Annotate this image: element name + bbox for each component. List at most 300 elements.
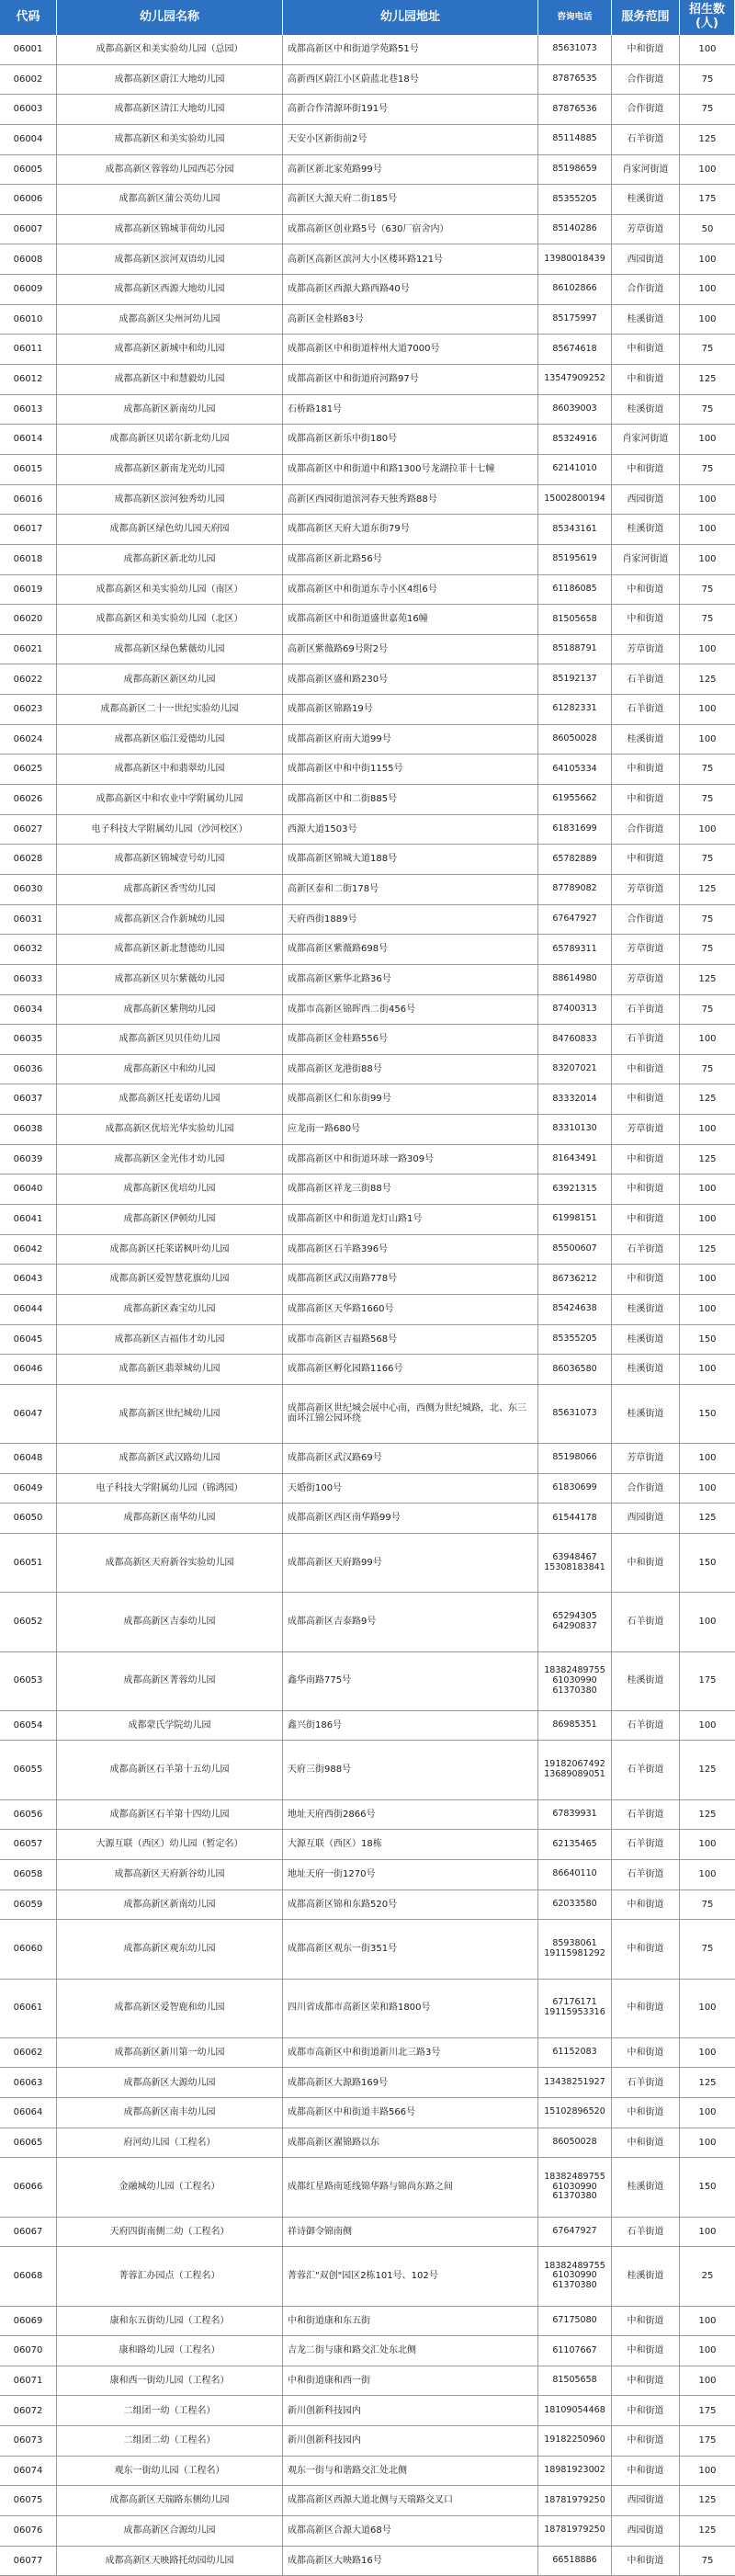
table-cell-code: 06041 [0,1205,57,1234]
table-cell-address: 成都市高新区吉福路568号 [283,1325,538,1355]
table-cell-quota: 100 [698,2375,717,2386]
table-cell-name: 成都高新区中和幼儿园 [57,1055,283,1084]
table-cell-code: 06069 [0,2307,57,2336]
table-cell-quota: 75 [701,764,714,775]
table-cell-address: 祥诗御令锦南侧 [283,2218,538,2247]
table-cell-address: 吉龙二街与康和路交汇处东北侧 [283,2336,538,2366]
table-row [0,1980,735,2038]
table-cell-code: 06006 [0,185,57,214]
table-cell-scope: 中和街道 [612,755,680,784]
table-cell-quota: 150 [698,1408,717,1419]
table-row [0,845,735,875]
table-row [0,545,735,575]
table-row [0,2366,735,2397]
table-cell-phone: 18781979250 [538,2516,612,2546]
table-row [0,1385,735,1444]
table-cell-quota: 100 [698,2003,717,2014]
table-cell-address: 天安小区新街前2号 [283,125,538,154]
table-cell-name: 成都高新区石羊第十五幼儿园 [57,1741,283,1799]
table-cell-phone: 18109054468 [538,2396,612,2425]
table-cell-phone: 66518886 [538,2547,612,2576]
table-cell-scope: 桂溪街道 [612,1325,680,1355]
table-cell-name: 成都高新区西源大地幼儿园 [57,275,283,304]
table-cell-address: 成都高新区锦路19号 [283,695,538,724]
table-cell-name: 成都高新区爱智慧花旗幼儿园 [57,1265,283,1294]
table-cell-name: 成都高新区和美实验幼儿园（南区） [57,575,283,605]
table-cell-address: 高新区大源天府二街185号 [283,185,538,214]
table-cell-quota: 100 [698,2107,717,2118]
table-cell-address: 成都高新区西源大道北侧与天瑞路交叉口 [283,2486,538,2515]
table-cell-quota: 75 [701,2555,714,2566]
table-cell-quota: 125 [698,1513,717,1524]
table-cell-code: 06076 [0,2516,57,2546]
table-row [0,244,735,275]
table-cell-code: 06036 [0,1055,57,1084]
table-cell-code: 06009 [0,275,57,304]
table-cell-phone: 15002800194 [538,485,612,515]
table-cell-scope: 石羊街道 [612,695,680,724]
table-row [0,1711,735,1742]
table-cell-scope: 桂溪街道 [612,1295,680,1324]
table-cell-name: 成都高新区吉福伟才幼儿园 [57,1325,283,1355]
table-cell-code: 06030 [0,875,57,904]
table-cell-name: 成都高新区贝尔紫薇幼儿园 [57,965,283,994]
table-row [0,1355,735,1385]
table-cell-name: 成都高新区天府新谷实验幼儿园 [57,1534,283,1592]
table-cell-quota: 75 [701,614,714,625]
table-cell-phone: 15102896520 [538,2098,612,2128]
table-cell-address: 成都高新区西区南华路99号 [283,1504,538,1533]
table-cell-address: 成都高新区创业路5号（630厂宿舍内） [283,215,538,244]
table-cell-scope: 中和街道 [612,455,680,484]
table-cell-scope: 中和街道 [612,2098,680,2128]
table-cell-scope: 西园街道 [612,1504,680,1533]
table-cell-phone: 61282331 [538,695,612,724]
table-row [0,185,735,215]
table-cell-phone: 85195619 [538,545,612,574]
table-cell-address: 成都高新区武汉路69号 [283,1444,538,1473]
table-cell-scope: 石羊街道 [612,1025,680,1054]
table-cell-address: 成都高新区中和街道东寺小区4组6号 [283,575,538,605]
table-row [0,2336,735,2366]
table-cell-address: 成都高新区紫华北路36号 [283,965,538,994]
table-cell-scope: 桂溪街道 [612,2158,680,2216]
table-row [0,875,735,905]
table-cell-scope: 肖家河街道 [612,425,680,454]
table-cell-code: 06047 [0,1385,57,1443]
table-cell-quota: 100 [698,2345,717,2356]
table-cell-quota: 100 [698,284,717,295]
table-row [0,2516,735,2547]
table-cell-name: 成都高新区和美实验幼儿园（北区） [57,605,283,634]
table-cell-phone: 85343161 [538,515,612,544]
table-row [0,815,735,845]
table-row [0,664,735,695]
table-cell-phone: 87876535 [538,65,612,95]
table-cell-name: 成都高新区森宝幼儿园 [57,1295,283,1324]
table-cell-name: 成都高新区托麦诺幼儿园 [57,1084,283,1114]
table-cell-code: 06031 [0,905,57,935]
table-cell-scope: 合作街道 [612,815,680,845]
table-row [0,2486,735,2516]
table-cell-phone: 61544178 [538,1504,612,1533]
table-cell-code: 06037 [0,1084,57,1114]
table-cell-quota: 100 [698,494,717,505]
table-cell-quota: 175 [698,2435,717,2446]
table-cell-code: 06057 [0,1830,57,1859]
table-cell-phone: 67647927 [538,2218,612,2247]
table-cell-quota: 150 [698,1557,717,1568]
table-cell-name: 成都高新区吉泰幼儿园 [57,1593,283,1651]
table-cell-scope: 芳草街道 [612,1115,680,1144]
table-row [0,1593,735,1651]
table-cell-phone: 85324916 [538,425,612,454]
table-cell-address: 成都高新区中和二街885号 [283,785,538,814]
table-cell-scope: 桂溪街道 [612,515,680,544]
table-cell-scope: 中和街道 [612,35,680,64]
table-cell-phone: 81505658 [538,2366,612,2396]
table-cell-phone: 13438251927 [538,2068,612,2097]
table-cell-scope: 中和街道 [612,2128,680,2158]
table-cell-phone: 81643491 [538,1145,612,1175]
table-cell-quota: 100 [698,2226,717,2237]
table-cell-scope: 桂溪街道 [612,1652,680,1710]
table-cell-code: 06032 [0,935,57,964]
table-cell-phone: 87400313 [538,995,612,1025]
table-row [0,1474,735,1504]
table-cell-quota: 100 [698,1617,717,1628]
table-cell-code: 06048 [0,1444,57,1473]
table-cell-phone: 84760833 [538,1025,612,1054]
table-cell-name: 成都高新区优培幼儿园 [57,1175,283,1204]
table-cell-quota: 75 [701,794,714,805]
table-cell-code: 06055 [0,1741,57,1799]
table-cell-quota: 150 [698,2182,717,2193]
table-cell-name: 成都高新区贝贝佳幼儿园 [57,1025,283,1054]
table-cell-code: 06001 [0,35,57,64]
table-row [0,1175,735,1205]
table-cell-code: 06025 [0,755,57,784]
table-cell-address: 高新区泰和二街178号 [283,875,538,904]
table-row [0,755,735,785]
table-cell-code: 06008 [0,244,57,274]
table-cell-quota: 100 [698,823,717,834]
table-cell-code: 06058 [0,1860,57,1889]
table-cell-code: 06011 [0,335,57,364]
table-cell-scope: 芳草街道 [612,935,680,964]
table-cell-phone: 88614980 [538,965,612,994]
table-cell-scope: 西园街道 [612,2516,680,2546]
table-cell-code: 06071 [0,2366,57,2396]
table-cell-name: 金融城幼儿园（工程名） [57,2158,283,2216]
table-cell-quota: 75 [701,854,714,865]
table-cell-phone: 81505658 [538,605,612,634]
table-cell-code: 06073 [0,2426,57,2456]
table-cell-address: 高新区紫薇路69号附2号 [283,635,538,664]
table-cell-address: 成都高新区中和街道环球一路309号 [283,1145,538,1175]
table-cell-address: 高新西区蔚江小区蔚蓝北巷18号 [283,65,538,95]
table-cell-phone: 83207021 [538,1055,612,1084]
table-cell-name: 成都高新区天府新谷幼儿园 [57,1860,283,1889]
table-cell-quota: 175 [698,1675,717,1686]
table-cell-code: 06043 [0,1265,57,1294]
table-cell-phone: 18781979250 [538,2486,612,2515]
table-cell-address: 新川创新科技园内 [283,2426,538,2456]
table-row [0,215,735,245]
table-cell-address: 石桥路181号 [283,395,538,425]
table-cell-scope: 石羊街道 [612,2068,680,2097]
table-cell-name: 成都高新区合作新城幼儿园 [57,905,283,935]
table-row [0,965,735,995]
table-cell-scope: 中和街道 [612,2307,680,2336]
table-cell-phone: 61998151 [538,1205,612,1234]
table-cell-scope: 合作街道 [612,275,680,304]
table-cell-code: 06007 [0,215,57,244]
table-cell-phone: 63948467 15308183841 [538,1534,612,1592]
table-cell-name: 成都高新区中和农业中学附属幼儿园 [57,785,283,814]
table-row [0,95,735,125]
table-cell-name: 成都高新区新区幼儿园 [57,664,283,694]
table-row [0,635,735,665]
table-row [0,1534,735,1593]
table-row [0,455,735,485]
table-cell-address: 菁蓉汇"双创"园区2栋101号、102号 [283,2247,538,2305]
table-cell-quota: 100 [698,1364,717,1375]
table-cell-phone: 64105334 [538,755,612,784]
table-cell-address: 成都高新区西源大路西路40号 [283,275,538,304]
table-cell-quota: 100 [698,164,717,175]
table-cell-quota: 100 [698,1214,717,1225]
table-cell-name: 成都高新区天映路托幼园幼儿园 [57,2547,283,2576]
table-cell-address: 高新区高新区滨河大小区楼环路121号 [283,244,538,274]
table-cell-code: 06061 [0,1980,57,2037]
table-cell-quota: 100 [698,2465,717,2476]
table-row [0,1920,735,1979]
table-cell-phone: 61186085 [538,575,612,605]
table-cell-code: 06067 [0,2218,57,2247]
table-cell-code: 06021 [0,635,57,664]
table-cell-scope: 肖家河街道 [612,545,680,574]
table-cell-phone: 67175080 [538,2307,612,2336]
table-cell-phone: 18382489755 61030990 61370380 [538,1652,612,1710]
table-cell-phone: 86039003 [538,395,612,425]
table-cell-quota: 175 [698,2405,717,2416]
table-cell-address: 成都高新区盛和路230号 [283,664,538,694]
table-row [0,515,735,545]
table-row [0,2038,735,2069]
table-cell-scope: 西园街道 [612,2486,680,2515]
table-cell-phone: 85631073 [538,35,612,64]
table-cell-address: 成都市高新区锦晖西二街456号 [283,995,538,1025]
table-cell-scope: 桂溪街道 [612,725,680,755]
table-row [0,2547,735,2576]
table-row [0,905,735,936]
table-row [0,1295,735,1325]
table-cell-name: 菁蓉汇办园点（工程名） [57,2247,283,2305]
table-cell-address: 成都高新区仁和东街99号 [283,1084,538,1114]
table-cell-quota: 100 [698,1124,717,1135]
table-row [0,365,735,395]
table-cell-quota: 75 [701,1944,714,1955]
table-cell-quota: 100 [698,254,717,265]
table-cell-address: 成都市高新区中和街道新川北三路3号 [283,2038,538,2068]
table-cell-name: 成都高新区蒲公英幼儿园 [57,185,283,214]
table-cell-address: 成都高新区锦城大道188号 [283,845,538,874]
table-cell-scope: 石羊街道 [612,2218,680,2247]
table-cell-quota: 100 [698,1482,717,1493]
table-cell-address: 成都高新区锦和东路520号 [283,1890,538,1920]
header-phone: 咨询电话 [538,0,612,35]
table-cell-scope: 中和街道 [612,2396,680,2425]
table-cell-address: 成都高新区中和街道学苑路51号 [283,35,538,64]
table-cell-phone: 83310130 [538,1115,612,1144]
table-cell-code: 06004 [0,125,57,154]
table-cell-quota: 100 [698,1034,717,1045]
table-cell-quota: 100 [698,704,717,715]
table-cell-address: 成都高新区金桂路556号 [283,1025,538,1054]
table-cell-address: 高新区新北家苑路99号 [283,155,538,185]
table-cell-name: 成都高新区南华幼儿园 [57,1504,283,1533]
table-cell-scope: 芳草街道 [612,1444,680,1473]
table-cell-quota: 100 [698,44,717,55]
table-cell-address: 成都高新区祥龙三街88号 [283,1175,538,1204]
table-cell-code: 06074 [0,2457,57,2486]
table-row [0,1145,735,1175]
table-cell-name: 二组团一幼（工程名） [57,2396,283,2425]
table-cell-code: 06070 [0,2336,57,2366]
table-cell-quota: 100 [698,1274,717,1285]
table-cell-quota: 125 [698,674,717,685]
table-cell-address: 天婚街100号 [283,1474,538,1504]
table-cell-name: 成都高新区锦城壹号幼儿园 [57,845,283,874]
table-row [0,935,735,965]
table-cell-code: 06077 [0,2547,57,2576]
table-cell-code: 06018 [0,545,57,574]
table-cell-quota: 75 [701,914,714,925]
table-cell-phone: 61830699 [538,1474,612,1504]
table-cell-address: 成都高新区新乐中街180号 [283,425,538,454]
table-cell-name: 成都高新区紫荆幼儿园 [57,995,283,1025]
table-cell-name: 成都高新区清江大地幼儿园 [57,95,283,124]
table-cell-phone: 85938061 19115981292 [538,1920,612,1978]
table-cell-scope: 芳草街道 [612,965,680,994]
table-cell-phone: 62135465 [538,1830,612,1859]
table-cell-address: 成都高新区大映路16号 [283,2547,538,2576]
table-cell-code: 06054 [0,1711,57,1741]
table-cell-scope: 石羊街道 [612,664,680,694]
table-cell-scope: 中和街道 [612,2038,680,2068]
table-cell-quota: 75 [701,464,714,475]
table-row [0,1800,735,1831]
table-cell-name: 成都高新区绿色幼儿园天府园 [57,515,283,544]
table-cell-code: 06060 [0,1920,57,1978]
table-cell-code: 06068 [0,2247,57,2305]
table-cell-code: 06039 [0,1145,57,1175]
table-cell-address: 成都高新区府南大道99号 [283,725,538,755]
table-cell-name: 成都高新区优培光华实验幼儿园 [57,1115,283,1144]
table-cell-scope: 肖家河街道 [612,155,680,185]
table-cell-scope: 中和街道 [612,2547,680,2576]
table-cell-phone: 85631073 [538,1385,612,1443]
table-cell-address: 成都高新区紫薇路698号 [283,935,538,964]
table-cell-scope: 中和街道 [612,1920,680,1978]
table-row [0,1890,735,1921]
table-cell-quota: 100 [698,1303,717,1314]
table-cell-address: 高新区金桂路83号 [283,305,538,335]
table-cell-quota: 75 [701,944,714,955]
table-cell-name: 成都高新区托莱诺枫叶幼儿园 [57,1235,283,1265]
table-cell-name: 成都高新区滨河双语幼儿园 [57,244,283,274]
table-cell-address: 成都高新区中和街道梓州大道7000号 [283,335,538,364]
table-cell-address: 中和街道康和东五街 [283,2307,538,2336]
table-cell-code: 06028 [0,845,57,874]
table-cell-scope: 合作街道 [612,905,680,935]
table-cell-name: 成都高新区新城中和幼儿园 [57,335,283,364]
table-cell-name: 成都高新区锦城菲荷幼儿园 [57,215,283,244]
table-cell-code: 06040 [0,1175,57,1204]
table-row [0,2128,735,2159]
table-row [0,695,735,725]
table-cell-address: 天府西街1889号 [283,905,538,935]
table-cell-name: 成都高新区新南龙光幼儿园 [57,455,283,484]
table-cell-code: 06059 [0,1890,57,1920]
table-cell-address: 新川创新科技园内 [283,2396,538,2425]
table-cell-quota: 175 [698,194,717,205]
table-cell-scope: 芳草街道 [612,635,680,664]
table-cell-code: 06062 [0,2038,57,2068]
table-cell-quota: 100 [698,2047,717,2058]
table-cell-scope: 中和街道 [612,1175,680,1204]
table-cell-quota: 100 [698,2137,717,2148]
table-row [0,1235,735,1265]
table-cell-quota: 100 [698,1453,717,1464]
table-cell-code: 06038 [0,1115,57,1144]
table-cell-phone: 86102866 [538,275,612,304]
table-cell-phone: 86050028 [538,725,612,755]
table-row [0,1504,735,1534]
table-cell-code: 06005 [0,155,57,185]
table-row [0,2068,735,2098]
table-cell-address: 地址天府西街2866号 [283,1800,538,1830]
table-cell-scope: 桂溪街道 [612,2247,680,2305]
table-cell-quota: 125 [698,973,717,984]
table-cell-name: 成都高新区合源幼儿园 [57,2516,283,2546]
table-cell-quota: 75 [701,1004,714,1015]
table-cell-code: 06022 [0,664,57,694]
table-row [0,1444,735,1474]
table-row [0,1084,735,1115]
table-cell-address: 成都高新区中和街道龙灯山路1号 [283,1205,538,1234]
table-cell-scope: 石羊街道 [612,1830,680,1859]
table-cell-name: 康和路幼儿园（工程名） [57,2336,283,2366]
table-cell-phone: 18981923002 [538,2457,612,2486]
table-cell-phone: 65782889 [538,845,612,874]
table-cell-address: 成都高新区新北路56号 [283,545,538,574]
table-cell-address: 天府三街988号 [283,1741,538,1799]
table-cell-address: 成都红星路南延线锦华路与锦尚东路之间 [283,2158,538,2216]
table-cell-scope: 桂溪街道 [612,395,680,425]
table-row [0,125,735,155]
table-cell-code: 06010 [0,305,57,335]
table-row [0,995,735,1026]
table-cell-address: 成都高新区天府大道东街79号 [283,515,538,544]
table-cell-name: 成都高新区中和慧毅幼儿园 [57,365,283,394]
table-row [0,485,735,516]
table-cell-address: 鑫兴街186号 [283,1711,538,1741]
table-cell-scope: 中和街道 [612,335,680,364]
table-header [0,0,735,35]
table-cell-code: 06026 [0,785,57,814]
